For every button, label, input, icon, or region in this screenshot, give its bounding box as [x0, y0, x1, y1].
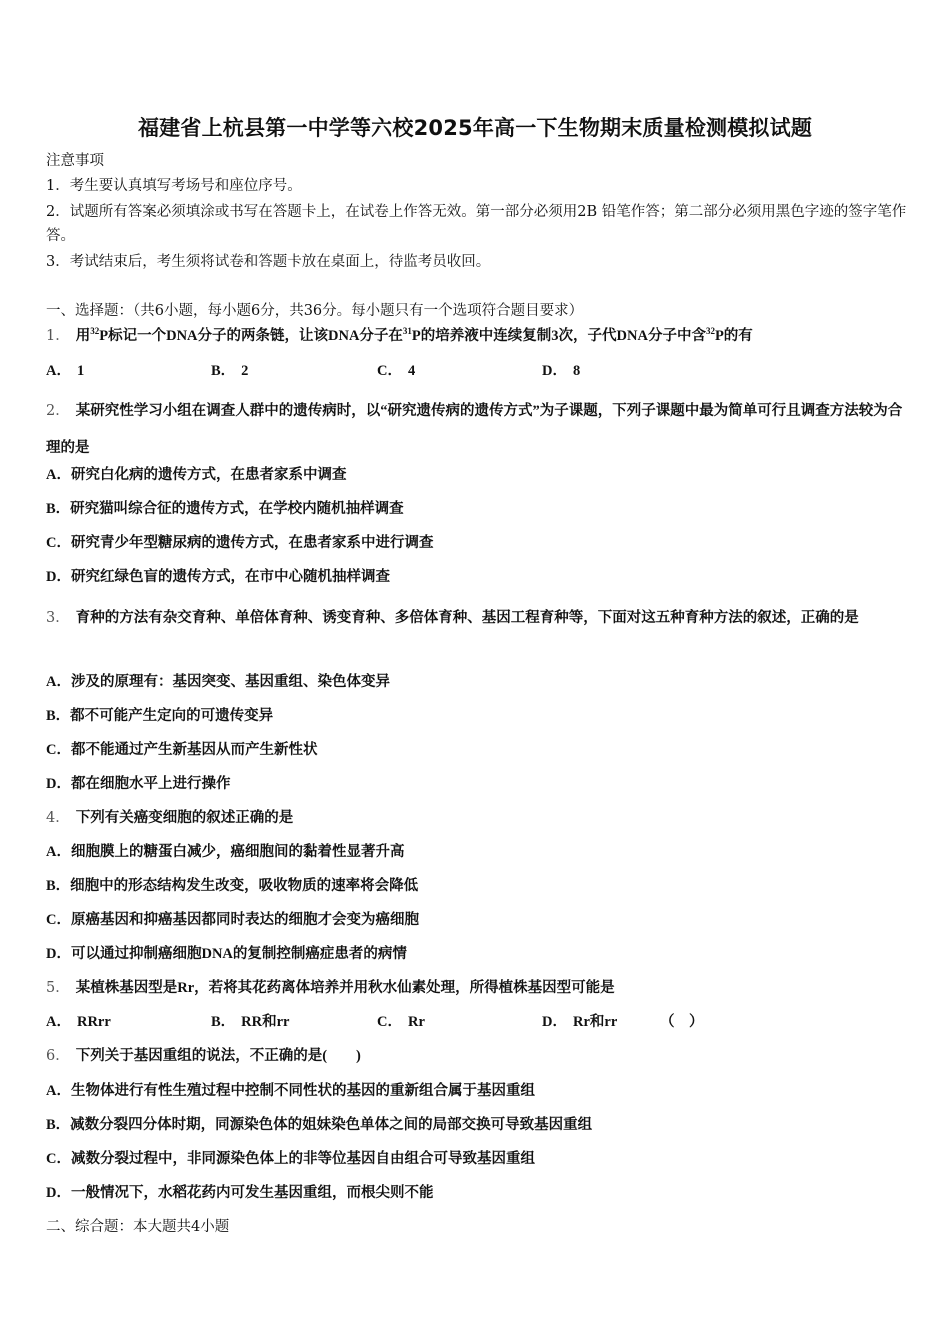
exam-title: 福建省上杭县第一中学等六校2025年高一下生物期末质量检测模拟试题	[137, 116, 813, 140]
question-number: 2．	[46, 403, 70, 419]
q4-option-b: B．细胞中的形态结构发生改变，吸收物质的速率将会降低	[46, 878, 419, 894]
question-1-options	[46, 361, 906, 381]
notice-item-2: 2．试题所有答案必须填涂或书写在答题卡上，在试卷上作答无效。第一部分必须用2B 铅笔作答；第二部分必须用黑色字迹的签字笔作答。	[46, 204, 907, 244]
q6-option-c: C．减数分裂过程中，非同源染色体上的非等位基因自由组合可导致基因重组	[46, 1151, 535, 1167]
section-1-heading: 一、选择题：（共6小题，每小题6分，共36分。每小题只有一个选项符合题目要求）	[46, 303, 584, 319]
question-2-stem: 2． 某研究性学习小组在调查人群中的遗传病时，以“研究遗传病的遗传方式”为子课题，下列子课题中最为简单可行且调查方法较为合理的是	[46, 403, 903, 456]
q3-option-d: D．都在细胞水平上进行操作	[46, 776, 231, 792]
q4-option-c: C．原癌基因和抑癌基因都同时表达的细胞才会变为癌细胞	[46, 912, 419, 928]
question-5-stem: 5． 某植株基因型是Rr，若将其花药离体培养并用秋水仙素处理，所得植株基因型可能是	[46, 980, 615, 996]
q3-option-b: B．都不可能产生定向的可遗传变异	[46, 708, 274, 724]
q6-option-b: B．减数分裂四分体时期，同源染色体的姐妹染色单体之间的局部交换可导致基因重组	[46, 1117, 593, 1133]
question-4-stem: 4． 下列有关癌变细胞的叙述正确的是	[46, 810, 294, 826]
question-6-stem: 6． 下列关于基因重组的说法，不正确的是( )	[46, 1048, 361, 1064]
question-5-options	[46, 1012, 906, 1032]
q4-option-a: A．细胞膜上的糖蛋白减少，癌细胞间的黏着性显著升高	[46, 844, 405, 860]
question-number: 1．	[46, 328, 70, 344]
section-2-heading: 二、综合题：本大题共4小题	[46, 1219, 230, 1235]
q3-option-a: A．涉及的原理有：基因突变、基因重组、染色体变异	[46, 674, 390, 690]
question-3-stem: 3． 育种的方法有杂交育种、单倍体育种、诱变育种、多倍体育种、基因工程育种等，下面对这五种育种方法的叙述，正确的是	[46, 610, 859, 626]
q2-option-b: B．研究猫叫综合征的遗传方式，在学校内随机抽样调查	[46, 501, 404, 517]
q4-option-d: D．可以通过抑制癌细胞DNA的复制控制癌症患者的病情	[46, 946, 407, 962]
q6-option-d: D．一般情况下，水稻花药内可发生基因重组，而根尖则不能	[46, 1185, 434, 1201]
option-b: B． RR和rr	[211, 1014, 290, 1030]
notice-item-1: 1．考生要认真填写考场号和座位序号。	[46, 178, 302, 194]
question-1-stem: 1． 用$^{32}$P标记一个DNA分子的两条链，让该DNA分子在$^{31}$P的培养液中连续复制3次，子代DNA分子中含$^{32}$P的有	[46, 326, 753, 344]
question-number: 4．	[46, 810, 70, 826]
option-a: A． 1	[46, 363, 85, 379]
option-d: D． Rr和rr	[542, 1014, 618, 1030]
question-number: 6．	[46, 1048, 70, 1064]
option-a: A． RRrr	[46, 1014, 111, 1030]
q2-option-d: D．研究红绿色盲的遗传方式，在市中心随机抽样调查	[46, 569, 390, 585]
q2-option-c: C．研究青少年型糖尿病的遗传方式，在患者家系中进行调查	[46, 535, 434, 551]
q6-option-a: A．生物体进行有性生殖过程中控制不同性状的基因的重新组合属于基因重组	[46, 1083, 535, 1099]
option-b: B． 2	[211, 363, 249, 379]
answer-blank: （ ）	[660, 1014, 704, 1030]
q2-option-a: A．研究白化病的遗传方式，在患者家系中调查	[46, 467, 347, 483]
notice-item-3: 3．考试结束后，考生须将试卷和答题卡放在桌面上，待监考员收回。	[46, 254, 491, 270]
question-number: 5．	[46, 980, 70, 996]
notice-heading: 注意事项	[46, 153, 104, 169]
q3-option-c: C．都不能通过产生新基因从而产生新性状	[46, 742, 318, 758]
option-d: D． 8	[542, 363, 581, 379]
option-c: C． 4	[377, 363, 416, 379]
question-number: 3．	[46, 610, 70, 626]
option-c: C． Rr	[377, 1014, 425, 1030]
